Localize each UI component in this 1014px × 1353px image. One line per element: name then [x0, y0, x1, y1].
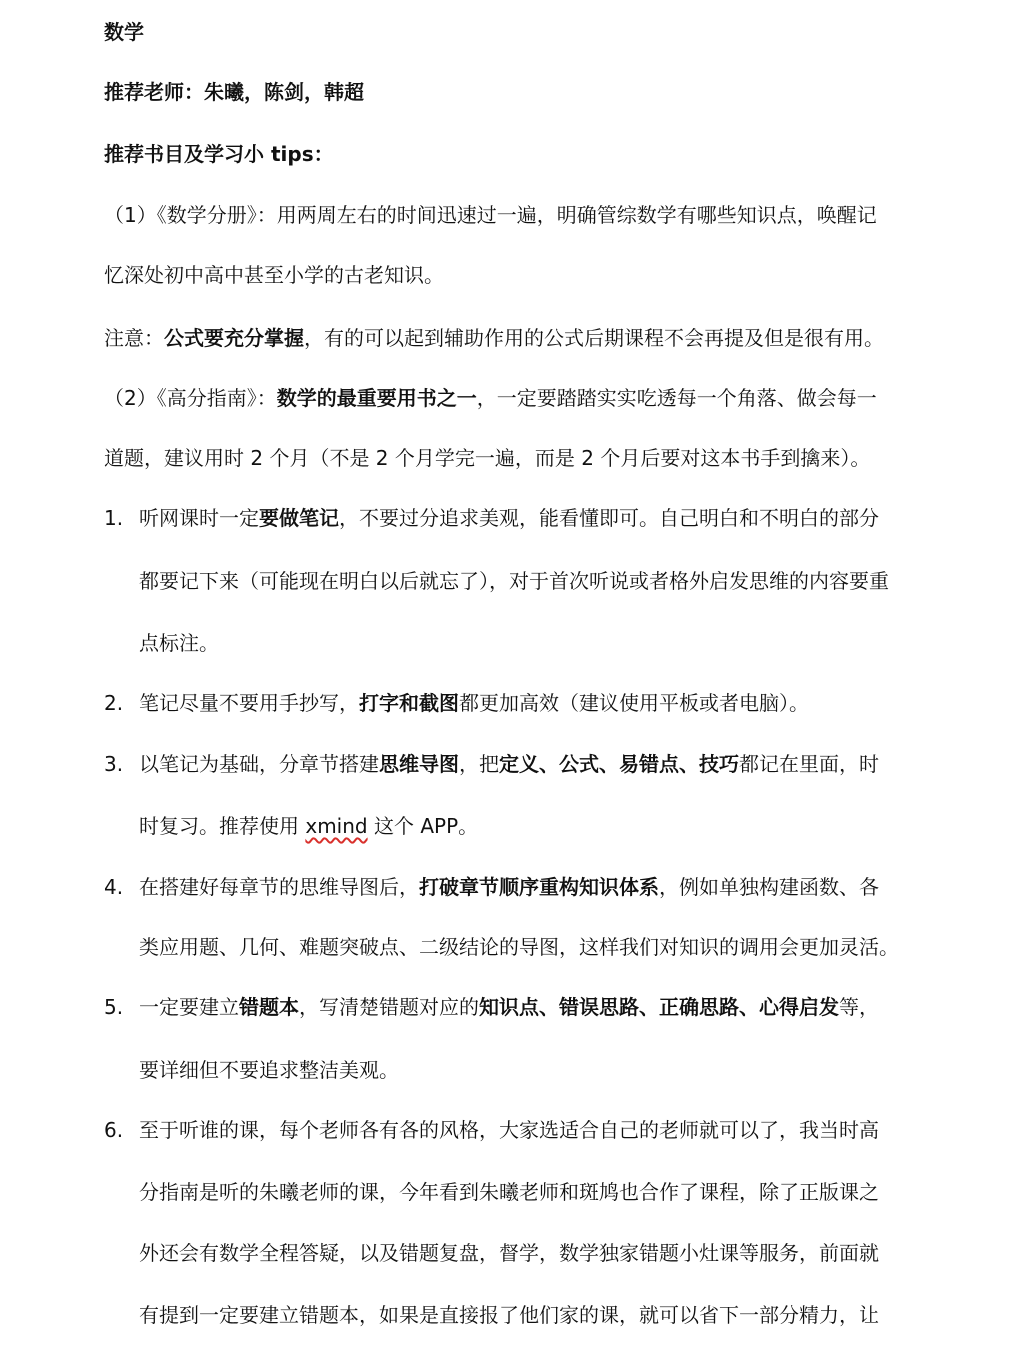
item-1-text-a: 听网课时一定 — [139, 506, 259, 530]
item-2-text-c: 都更加高效（建议使用平板或者电脑）。 — [459, 691, 809, 715]
book2-rest: ，一定要踏踏实实吃透每一个角落、做会每一 — [476, 386, 877, 410]
item-3-text-a: 以笔记为基础，分章节搭建 — [139, 752, 379, 776]
item-3-text-e: 都记在里面，时 — [739, 752, 879, 776]
recommended-teachers: 推荐老师：朱曦，陈剑，韩超 — [104, 80, 364, 104]
item-1-bold: 要做笔记 — [259, 506, 339, 530]
item-1-text-c: ，不要过分追求美观，能看懂即可。自己明白和不明白的部分 — [339, 506, 879, 530]
book2-line1 — [104, 383, 877, 413]
note-bold: 公式要充分掌握 — [164, 326, 304, 350]
item-5-text-a: 一定要建立 — [139, 995, 239, 1019]
section-heading: 数学 — [104, 20, 144, 44]
item-4-line1 — [139, 872, 879, 902]
book2-bold: 数学的最重要用书之一 — [276, 386, 477, 410]
item-5-text-e: 等， — [839, 995, 879, 1019]
book2-prefix: （2）《高分指南》： — [104, 386, 277, 410]
item-3-text-c: ，把 — [459, 752, 499, 776]
item-1-line1 — [139, 503, 879, 533]
item-3-line2 — [139, 811, 478, 841]
item-4-number: 4. — [104, 875, 124, 899]
item-6-line4: 有提到一定要建立错题本，如果是直接报了他们家的课，就可以省下一部分精力，让 — [139, 1303, 879, 1327]
xmind-spellcheck-word: xmind — [305, 814, 368, 838]
item-4-line2: 类应用题、几何、难题突破点、二级结论的导图，这样我们对知识的调用会更加灵活。 — [139, 935, 899, 959]
item-4-bold: 打破章节顺序重构知识体系 — [419, 875, 659, 899]
note-paragraph — [104, 323, 884, 353]
item-6-number: 6. — [104, 1118, 124, 1142]
book2-line2: 道题，建议用时 2 个月（不是 2 个月学完一遍，而是 2 个月后要对这本书手到擒来）。 — [104, 446, 871, 470]
item-5-line2: 要详细但不要追求整洁美观。 — [139, 1058, 399, 1082]
item-1-line2: 都要记下来（可能现在明白以后就忘了），对于首次听说或者格外启发思维的内容要重 — [139, 569, 889, 593]
item-4-text-a: 在搭建好每章节的思维导图后， — [139, 875, 419, 899]
item-2-text-a: 笔记尽量不要用手抄写， — [139, 691, 359, 715]
books-tips-title: 推荐书目及学习小 tips： — [104, 142, 334, 166]
item-6-line1: 至于听谁的课，每个老师各有各的风格，大家选适合自己的老师就可以了，我当时高 — [139, 1118, 879, 1142]
item-5-bold-b: 错题本 — [239, 995, 299, 1019]
item-1-number: 1. — [104, 506, 124, 530]
item-5-bold-d: 知识点、错误思路、正确思路、心得启发 — [479, 995, 839, 1019]
item-3-line2-a: 时复习。推荐使用 — [139, 814, 306, 838]
item-3-number: 3. — [104, 752, 124, 776]
item-2-bold: 打字和截图 — [359, 691, 459, 715]
item-3-bold-d: 定义、公式、易错点、技巧 — [499, 752, 739, 776]
item-2-number: 2. — [104, 691, 124, 715]
item-4-text-c: ，例如单独构建函数、各 — [659, 875, 879, 899]
item-5-number: 5. — [104, 995, 124, 1019]
book1-line2: 忆深处初中高中甚至小学的古老知识。 — [104, 263, 444, 287]
item-2-line1 — [139, 688, 809, 718]
item-3-bold-b: 思维导图 — [379, 752, 459, 776]
item-1-line3: 点标注。 — [139, 631, 219, 655]
item-5-line1 — [139, 992, 879, 1022]
item-5-text-c: ，写清楚错题对应的 — [299, 995, 479, 1019]
book1-line1: （1）《数学分册》：用两周左右的时间迅速过一遍，明确管综数学有哪些知识点，唤醒记 — [104, 203, 877, 227]
item-6-line3: 外还会有数学全程答疑，以及错题复盘，督学，数学独家错题小灶课等服务，前面就 — [139, 1241, 879, 1265]
note-rest: ，有的可以起到辅助作用的公式后期课程不会再提及但是很有用。 — [304, 326, 884, 350]
item-6-line2: 分指南是听的朱曦老师的课，今年看到朱曦老师和斑鸠也合作了课程，除了正版课之 — [139, 1180, 879, 1204]
item-3-line2-c: 这个 APP。 — [367, 814, 479, 838]
note-prefix: 注意： — [104, 326, 164, 350]
item-3-line1 — [139, 749, 879, 779]
